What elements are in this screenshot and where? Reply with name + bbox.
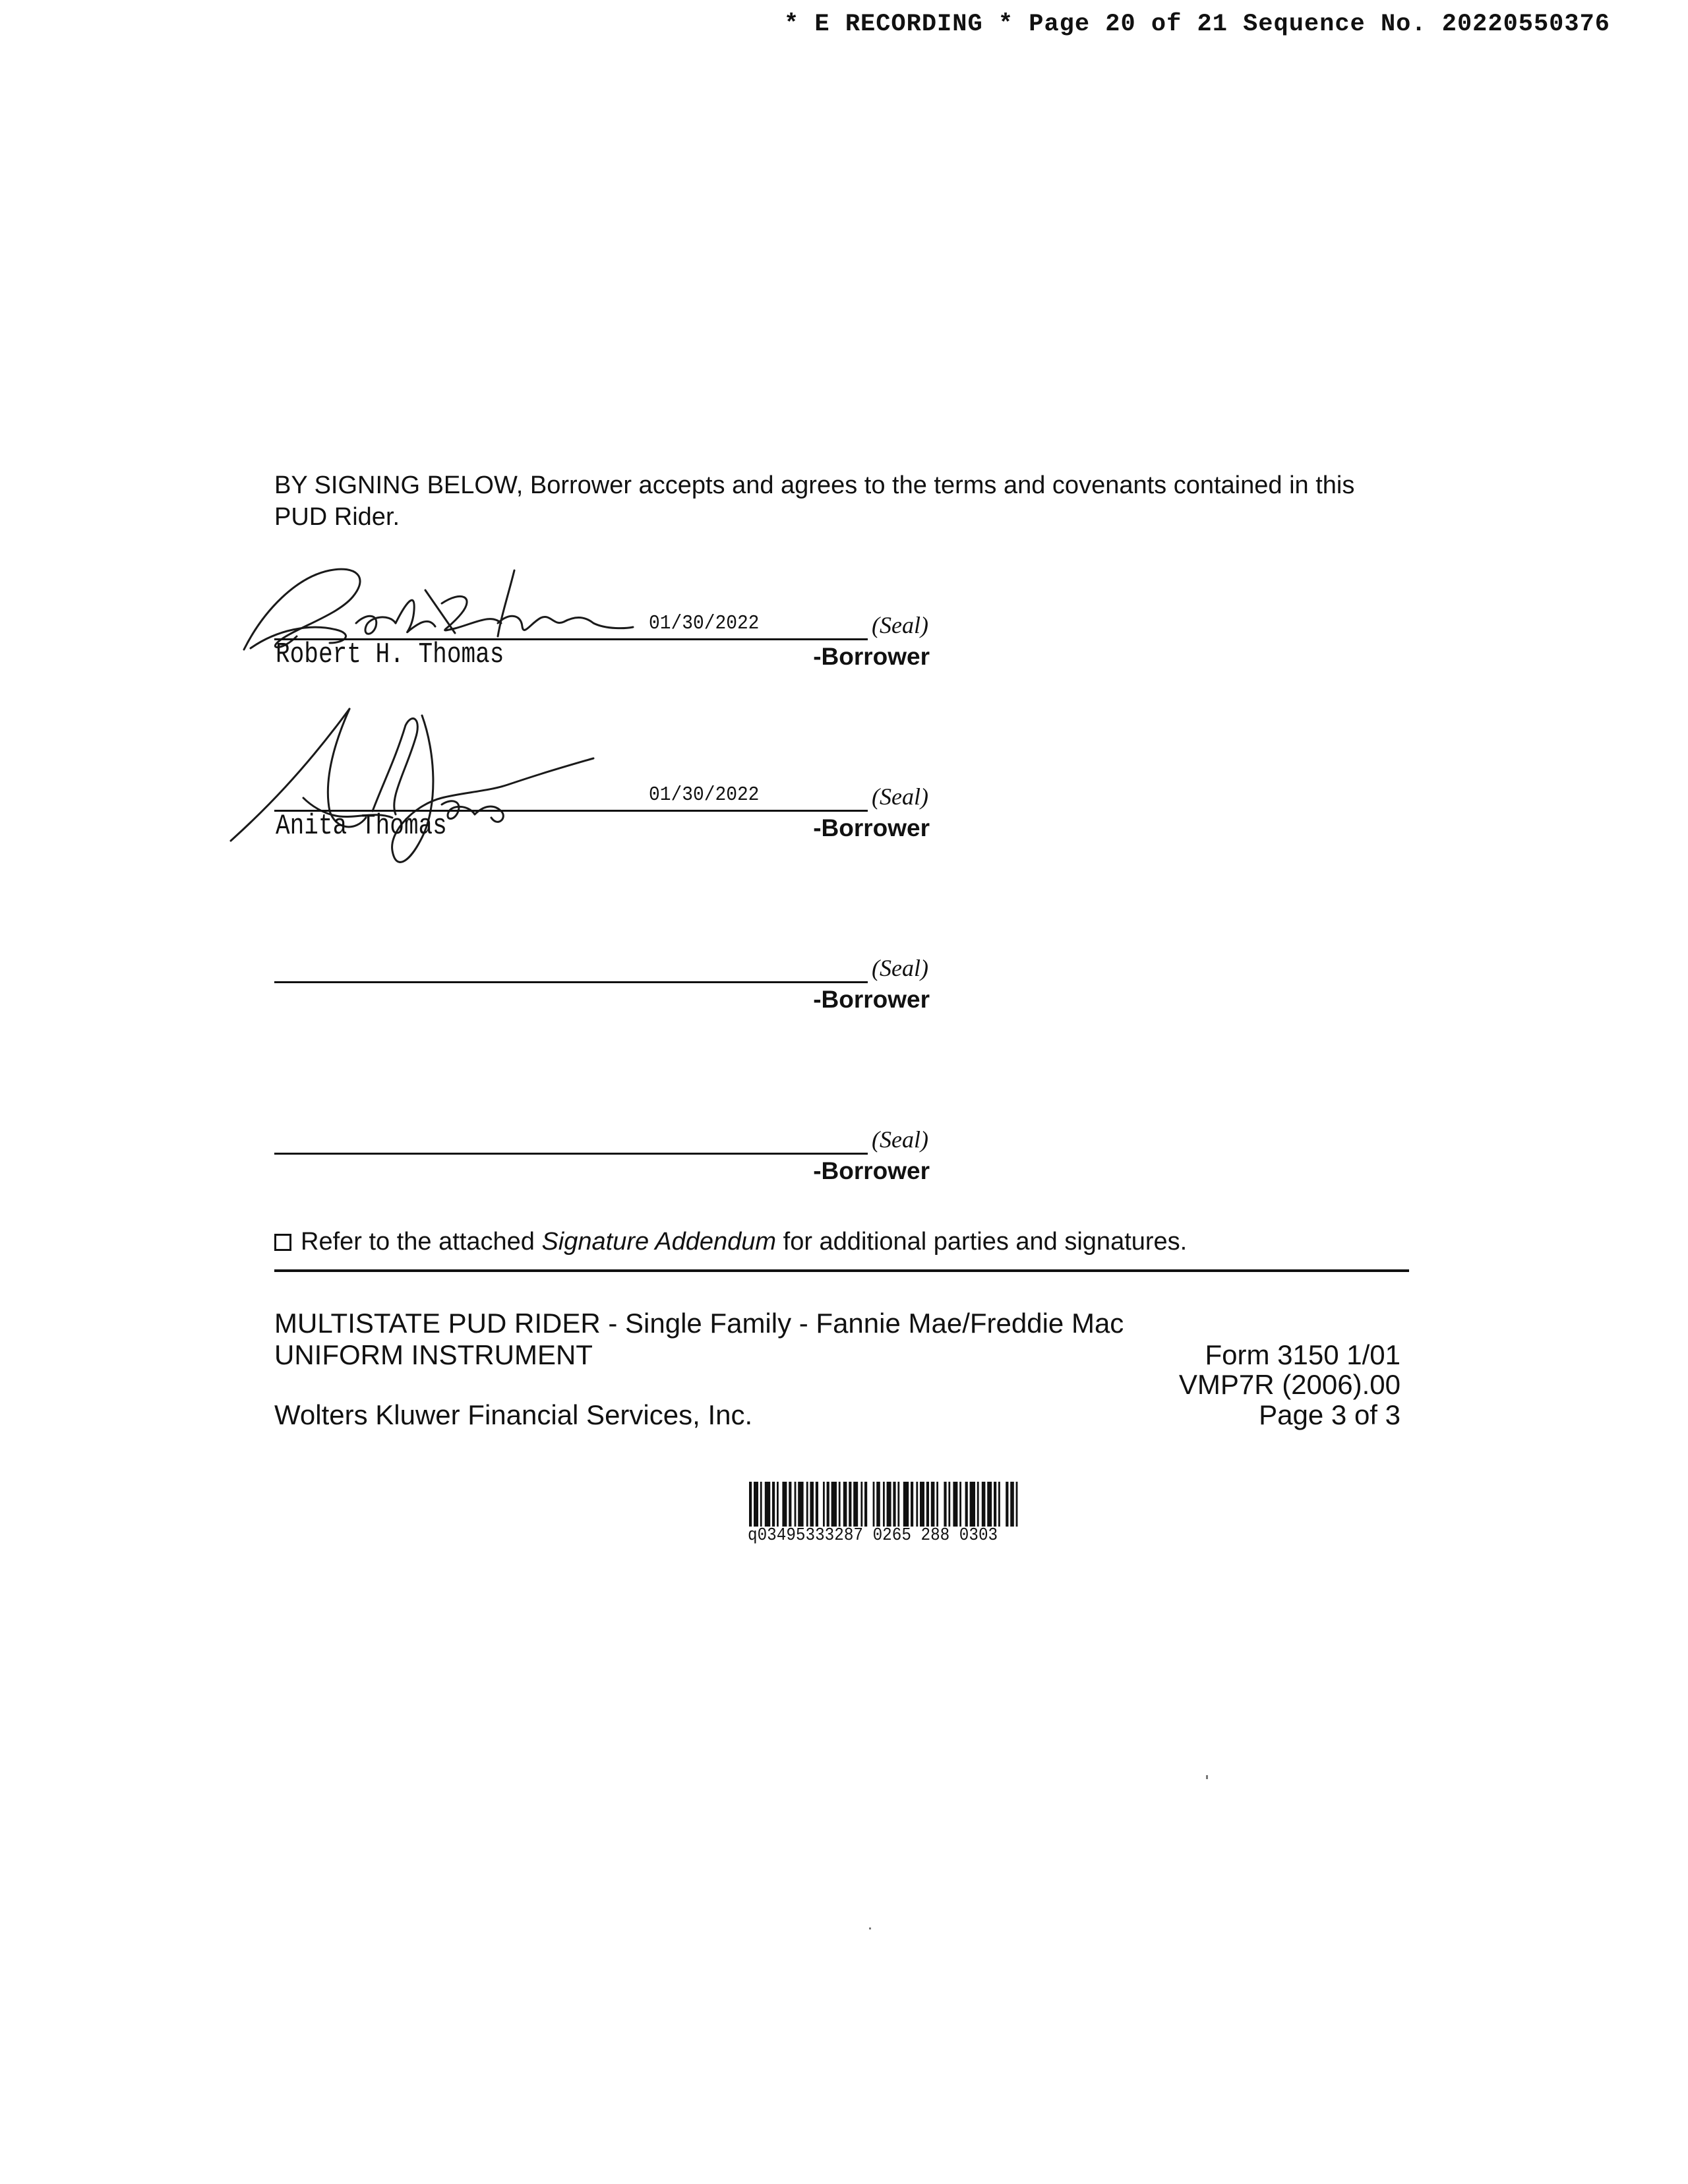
signature-line xyxy=(274,981,868,983)
barcode-bar xyxy=(749,1482,752,1527)
addendum-checkbox[interactable] xyxy=(274,1234,291,1251)
barcode-bar xyxy=(827,1482,829,1527)
signing-statement: BY SIGNING BELOW, Borrower accepts and agrees to the terms and covenants contained in this PUD Rider. xyxy=(274,471,1355,531)
barcode-number: q03495333287 0265 288 0303 xyxy=(748,1526,998,1546)
borrower-label: -Borrower xyxy=(813,643,930,670)
barcode-bar xyxy=(849,1482,851,1527)
barcode-bar xyxy=(765,1482,770,1527)
barcode-bar xyxy=(789,1482,791,1527)
typed-name: Anita Thomas xyxy=(276,810,447,843)
form-title-line2: UNIFORM INSTRUMENT xyxy=(274,1339,593,1370)
barcode-bar xyxy=(860,1482,862,1527)
barcode-bar xyxy=(816,1482,818,1527)
borrower-label: -Borrower xyxy=(813,1157,930,1184)
seal-label: (Seal) xyxy=(872,955,928,981)
barcode-bar xyxy=(936,1482,938,1527)
barcode-bar xyxy=(994,1482,996,1527)
barcode-bar xyxy=(977,1482,979,1527)
barcode-bar xyxy=(839,1482,841,1527)
borrower-label: -Borrower xyxy=(813,814,930,841)
barcode-bar xyxy=(916,1482,918,1527)
barcode-bar xyxy=(831,1482,837,1527)
barcode-bar xyxy=(772,1482,775,1527)
addendum-suffix: for additional parties and signatures. xyxy=(776,1228,1188,1256)
barcode-bar xyxy=(959,1482,961,1527)
barcode-bar xyxy=(843,1482,847,1527)
barcode-bar xyxy=(777,1482,779,1527)
barcode-bar xyxy=(795,1482,797,1527)
typed-name: Robert H. Thomas xyxy=(276,638,504,671)
publisher: Wolters Kluwer Financial Services, Inc. xyxy=(274,1399,753,1430)
footer-divider xyxy=(274,1269,1409,1272)
barcode-bar xyxy=(931,1482,935,1527)
barcode-bar xyxy=(893,1482,895,1527)
barcode xyxy=(749,1482,1191,1527)
barcode-bar xyxy=(810,1482,814,1527)
scan-speck xyxy=(1206,1775,1208,1779)
barcode-bar xyxy=(926,1482,929,1527)
form-title-line1: MULTISTATE PUD RIDER - Single Family - Fannie Mae/Freddie Mac xyxy=(274,1308,1124,1339)
barcode-bar xyxy=(948,1482,950,1527)
addendum-italic: Signature Addendum xyxy=(541,1228,777,1256)
handwritten-signature-anita xyxy=(224,699,607,877)
barcode-bar xyxy=(944,1482,946,1527)
recording-header: * E RECORDING * Page 20 of 21 Sequence No. 20220550376 xyxy=(784,11,1610,38)
barcode-bar xyxy=(823,1482,825,1527)
barcode-bar xyxy=(982,1482,986,1527)
barcode-bar xyxy=(987,1482,992,1527)
barcode-bar xyxy=(782,1482,787,1527)
barcode-bar xyxy=(1006,1482,1008,1527)
barcode-bar xyxy=(873,1482,875,1527)
seal-label: (Seal) xyxy=(872,783,928,810)
signature-line xyxy=(274,1153,868,1155)
barcode-bar xyxy=(1010,1482,1014,1527)
barcode-bar xyxy=(760,1482,762,1527)
barcode-bar xyxy=(998,1482,1000,1527)
barcode-bar xyxy=(876,1482,880,1527)
seal-label: (Seal) xyxy=(872,612,928,638)
barcode-bar xyxy=(953,1482,957,1527)
addendum-prefix: Refer to the attached xyxy=(301,1228,542,1256)
barcode-bar xyxy=(883,1482,885,1527)
barcode-bar xyxy=(887,1482,891,1527)
barcode-bar xyxy=(798,1482,803,1527)
barcode-bar xyxy=(864,1482,867,1527)
barcode-bar xyxy=(754,1482,758,1527)
barcode-bar xyxy=(920,1482,924,1527)
barcode-bar xyxy=(853,1482,858,1527)
page-number: Page 3 of 3 xyxy=(1259,1399,1401,1430)
signature-addendum-note xyxy=(274,1228,1187,1256)
form-number: Form 3150 1/01 xyxy=(1205,1339,1401,1370)
barcode-bar xyxy=(911,1482,913,1527)
signature-date: 01/30/2022 xyxy=(649,783,760,806)
barcode-bar xyxy=(897,1482,899,1527)
barcode-bar xyxy=(965,1482,968,1527)
scan-speck xyxy=(869,1927,871,1929)
barcode-bar xyxy=(970,1482,975,1527)
barcode-bar xyxy=(903,1482,909,1527)
barcode-bar xyxy=(1016,1482,1018,1527)
barcode-bar xyxy=(806,1482,808,1527)
vmp-code: VMP7R (2006).00 xyxy=(1178,1369,1401,1400)
signature-date: 01/30/2022 xyxy=(649,612,760,635)
borrower-label: -Borrower xyxy=(813,986,930,1013)
seal-label: (Seal) xyxy=(872,1126,928,1153)
